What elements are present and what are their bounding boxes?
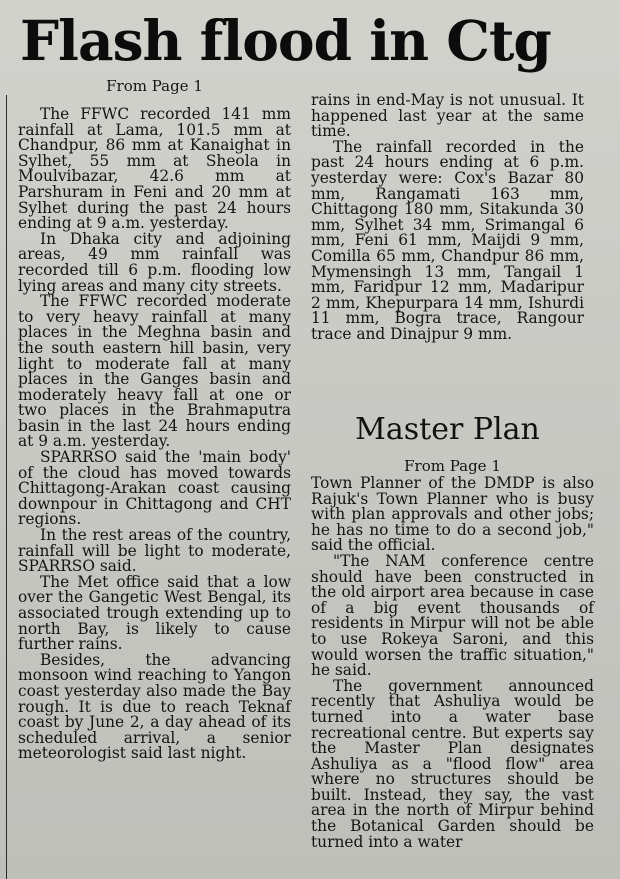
article-paragraph: The rainfall recorded in the past 24 hours ending at 6 p.m. yesterday were: Cox's Bazar 80 mm, Rangamati 163 mm, Chittagong 180 mm, Sitakunda 30 mm, Sylhet 34 mm, Srimangal 6 mm, Feni 61 mm, Maijdi 9 mm, Comilla 65 mm, Chandpur 86 mm, Mymensingh 13 mm, Tangail 1 mm, Faridpur 12 mm, Madaripur 2 mm, Khepurpara 14 mm, Ishurdi 11 mm, Bogra trace, Rangour trace and Dinajpur 9 mm. — [311, 137, 584, 343]
from-page-label: From Page 1 — [404, 457, 501, 475]
article-paragraph: The Met office said that a low over the Gangetic West Bengal, its associated trough extending up to north Bay, is likely to cause further rains. — [18, 572, 291, 654]
master-plan-column — [311, 458, 594, 850]
from-page-label: From Page 1 — [106, 77, 203, 95]
article-paragraph: The FFWC recorded 141 mm rainfall at Lama, 101.5 mm at Chandpur, 86 mm at Kanaighat in Sylhet, 55 mm at Sheola in Moulvibazar, 42.6 mm at Parshuram in Feni and 20 mm at Sylhet during the past 24 hours ending at 9 a.m. yesterday. — [18, 105, 291, 233]
flood-article-column — [18, 76, 291, 762]
column-rule — [6, 95, 7, 879]
article-paragraph: SPARRSO said the 'main body' of the cloud has moved towards Chittagong-Arakan coast causing downpour in Chittagong and CHT regions. — [18, 448, 291, 529]
flood-article-continued — [311, 93, 584, 343]
article-paragraph: In Dhaka city and adjoining areas, 49 mm rainfall was recorded till 6 p.m. flooding low lying areas and many city streets. — [18, 229, 291, 295]
article-paragraph: "The NAM conference centre should have been constructed in the old airport area because in case of a big event thousands of residents in Mirpur will not be able to use Rokeya Saroni, and this would worsen the traffic situation," he said. — [311, 551, 594, 680]
article-paragraph: rains in end-May is not unusual. It happened last year at the same time. — [311, 91, 584, 141]
headline: Flash flood in Ctg — [20, 8, 551, 73]
article-paragraph: Town Planner of the DMDP is also Rajuk's Town Planner who is busy with plan approvals and other jobs; he has no time to do a second job," said the official. — [311, 474, 594, 555]
article-paragraph: The FFWC recorded moderate to very heavy rainfall at many places in the Meghna basin and the south eastern hill basin, very light to moderate fall at many places in the Ganges basin and moderately heavy fall at one or two places in the Brahmaputra basin in the last 24 hours ending at 9 a.m. yesterday. — [18, 292, 291, 451]
article-paragraph: The government announced recently that Ashuliya would be turned into a water base recreational centre. But experts say the Master Plan designates Ashuliya as a "flood flow" area where no structures should be built. Instead, they say, the vast area in the north of Mirpur behind the Botanical Garden should be turned into a water — [311, 676, 594, 851]
article-paragraph: In the rest areas of the country, rainfall will be light to moderate, SPARRSO said. — [18, 526, 291, 576]
master-plan-title: Master Plan — [355, 412, 540, 447]
article-paragraph: Besides, the advancing monsoon wind reaching to Yangon coast yesterday also made the Bay rough. It is due to reach Teknaf coast by June 2, a day ahead of its scheduled arrival, a senior meteorologist said last night. — [18, 650, 291, 763]
